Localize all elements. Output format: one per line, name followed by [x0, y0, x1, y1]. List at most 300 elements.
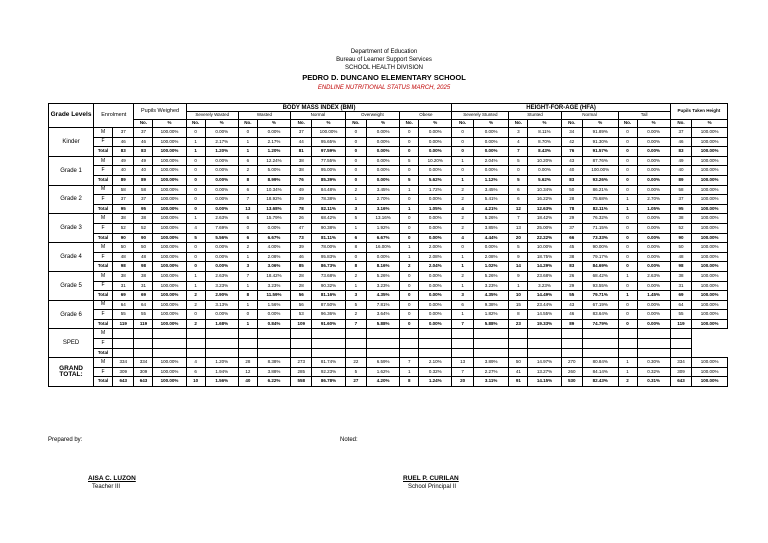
table-row [49, 281, 728, 291]
sex-label: Total [94, 291, 113, 301]
table-cell: 37 [113, 128, 134, 138]
table-row [49, 223, 728, 233]
table-cell: 1.20% [205, 358, 238, 368]
table-cell: 8.99% [257, 175, 290, 185]
table-cell: 81.16% [312, 291, 345, 301]
table-cell: 95.65% [312, 137, 345, 147]
table-cell: 0.00% [205, 310, 238, 320]
table-cell: 0.00% [205, 166, 238, 176]
table-cell: 3.13% [205, 300, 238, 310]
table-cell: 100.00% [153, 377, 186, 387]
table-cell: 7.69% [205, 223, 238, 233]
table-cell [509, 348, 528, 358]
table-cell: 0.00% [367, 175, 400, 185]
table-cell: 100.00% [692, 271, 728, 281]
table-cell: 83 [561, 262, 582, 272]
table-cell: 5.41% [473, 195, 509, 205]
table-row [49, 214, 728, 224]
table-cell: 0 [238, 223, 257, 233]
table-cell: 64 [670, 300, 691, 310]
table-cell: 89 [561, 319, 582, 329]
table-cell: 90 [113, 233, 134, 243]
table-cell: 1 [452, 252, 473, 262]
table-cell: 1.05% [419, 204, 452, 214]
table-cell: 2 [452, 223, 473, 233]
table-cell: 100.00% [692, 243, 728, 253]
table-cell: 3 [345, 291, 366, 301]
table-cell: 78 [291, 204, 312, 214]
table-cell: 95 [134, 204, 153, 214]
table-cell [312, 348, 345, 358]
table-cell: 100.00% [692, 128, 728, 138]
table-cell [528, 348, 561, 358]
table-cell: 1 [618, 367, 637, 377]
table-cell: 50 [561, 185, 582, 195]
table-cell: 85 [291, 262, 312, 272]
table-cell: 0 [400, 319, 419, 329]
severely-wasted-header: Severely Wasted [186, 112, 238, 120]
table-cell: 15 [509, 300, 528, 310]
table-cell: 49 [134, 156, 153, 166]
table-cell [670, 348, 691, 358]
table-cell: 100.00% [692, 223, 728, 233]
table-row [49, 319, 728, 329]
table-cell: 1 [618, 358, 637, 368]
table-cell: 100.00% [692, 147, 728, 157]
table-cell: 100.00% [692, 281, 728, 291]
table-cell: 1 [186, 214, 205, 224]
table-cell: 0 [618, 262, 637, 272]
table-cell: 2 [452, 271, 473, 281]
table-cell: 0 [345, 147, 366, 157]
table-cell [419, 348, 452, 358]
pct-subheader: % [205, 120, 238, 128]
table-cell: 309 [670, 367, 691, 377]
table-cell: 0.00% [205, 243, 238, 253]
table-cell: 0 [618, 137, 637, 147]
table-cell: 8.16% [367, 262, 400, 272]
table-cell [452, 348, 473, 358]
table-cell: 3.64% [367, 310, 400, 320]
table-cell: 4 [452, 233, 473, 243]
noted-label: Noted: [340, 437, 358, 443]
stunted-header: Stunted [509, 112, 561, 120]
table-cell: 2 [345, 271, 366, 281]
table-cell: 100.00% [153, 319, 186, 329]
table-cell: 0 [618, 128, 637, 138]
table-cell: 4 [452, 204, 473, 214]
table-cell: 0 [618, 319, 637, 329]
grade-level-label: Grade 3 [49, 214, 94, 243]
table-cell: 12 [509, 204, 528, 214]
table-cell [637, 348, 670, 358]
table-cell: 643 [134, 377, 153, 387]
table-cell: 10.34% [257, 185, 290, 195]
table-cell: 0.31% [637, 377, 670, 387]
table-cell: 0 [400, 128, 419, 138]
table-cell: 19.33% [528, 319, 561, 329]
sex-label: M [94, 185, 113, 195]
table-cell: 38 [134, 214, 153, 224]
grade-level-label: SPED [49, 329, 94, 358]
table-cell: 82.43% [582, 377, 618, 387]
table-cell: 5 [400, 175, 419, 185]
sex-label: Total [94, 204, 113, 214]
table-cell: 8 [400, 377, 419, 387]
table-cell: 0 [452, 137, 473, 147]
table-cell: 98 [113, 262, 134, 272]
table-cell: 1 [452, 310, 473, 320]
table-cell: 37 [134, 128, 153, 138]
table-cell: 1.12% [473, 175, 509, 185]
table-cell: 37 [291, 128, 312, 138]
table-cell: 69 [134, 291, 153, 301]
table-cell [561, 339, 582, 349]
table-cell: 0.00% [473, 243, 509, 253]
table-cell [528, 339, 561, 349]
table-cell: 1 [186, 137, 205, 147]
table-cell: 93.55% [582, 281, 618, 291]
table-row [49, 137, 728, 147]
table-cell: 0.00% [205, 252, 238, 262]
table-cell: 1 [400, 204, 419, 214]
table-cell: 0 [618, 300, 637, 310]
sex-label: M [94, 271, 113, 281]
table-cell: 37 [670, 128, 691, 138]
table-cell: 109 [291, 319, 312, 329]
table-cell: 2.90% [205, 291, 238, 301]
table-cell: 14.97% [528, 358, 561, 368]
table-cell: 8.38% [257, 358, 290, 368]
table-cell: 40 [113, 166, 134, 176]
table-cell: 270 [561, 358, 582, 368]
pupils-taken-height-header: Pupils Taken Height [670, 104, 727, 120]
table-cell: 100.00% [692, 137, 728, 147]
grade-level-label: Grade 1 [49, 156, 94, 185]
table-cell: 10.20% [419, 156, 452, 166]
table-cell: 0.00% [367, 252, 400, 262]
table-cell [452, 339, 473, 349]
table-row [49, 252, 728, 262]
table-cell: 3.16% [367, 204, 400, 214]
table-cell: 4.00% [257, 243, 290, 253]
table-row [49, 377, 728, 387]
table-cell: 46 [561, 310, 582, 320]
table-cell [134, 348, 153, 358]
table-cell [419, 339, 452, 349]
table-cell: 18.92% [257, 195, 290, 205]
table-cell: 4.44% [473, 233, 509, 243]
table-cell [452, 329, 473, 339]
table-cell: 1.56% [257, 300, 290, 310]
table-cell: 0 [452, 243, 473, 253]
table-cell: 12 [238, 367, 257, 377]
table-cell: 0.84% [257, 319, 290, 329]
table-cell: 83 [561, 175, 582, 185]
table-cell: 0.00% [205, 185, 238, 195]
table-cell: 14.49% [528, 291, 561, 301]
nutritional-status-table [48, 103, 728, 387]
table-cell: 98 [670, 262, 691, 272]
table-cell: 1 [400, 367, 419, 377]
table-cell: 6.59% [367, 358, 400, 368]
table-cell: 90 [670, 233, 691, 243]
table-cell: 28 [291, 281, 312, 291]
table-cell: 91.57% [582, 147, 618, 157]
sex-label: Total [94, 348, 113, 358]
no-subheader: No. [618, 120, 637, 128]
table-cell: 6.67% [257, 233, 290, 243]
table-cell [400, 339, 419, 349]
table-cell: 38 [670, 271, 691, 281]
table-cell: 0.00% [205, 195, 238, 205]
table-cell: 5 [345, 300, 366, 310]
table-cell: 48 [134, 252, 153, 262]
table-cell: 2.10% [419, 358, 452, 368]
table-cell: 13 [452, 358, 473, 368]
table-cell: 13 [509, 223, 528, 233]
table-cell: 6 [345, 233, 366, 243]
table-cell: 1 [238, 319, 257, 329]
table-cell: 0.00% [637, 156, 670, 166]
table-cell: 3.06% [257, 262, 290, 272]
table-cell: 0 [400, 223, 419, 233]
table-row [49, 147, 728, 157]
table-cell: 26 [291, 214, 312, 224]
table-cell: 56 [291, 291, 312, 301]
no-subheader: No. [509, 120, 528, 128]
table-cell: 83 [670, 147, 691, 157]
table-cell: 4 [186, 358, 205, 368]
table-cell [367, 339, 400, 349]
table-cell: 69 [113, 291, 134, 301]
table-cell: 10 [186, 377, 205, 387]
table-row [49, 156, 728, 166]
table-cell: 1.02% [473, 262, 509, 272]
table-row [49, 195, 728, 205]
table-cell: 38 [113, 214, 134, 224]
table-cell: 38 [291, 156, 312, 166]
table-cell: 3.23% [473, 281, 509, 291]
table-cell: 1.20% [257, 147, 290, 157]
table-cell: 76.32% [582, 214, 618, 224]
table-cell: 100.00% [692, 358, 728, 368]
grade-level-label: Grade 2 [49, 185, 94, 214]
table-cell [345, 348, 366, 358]
table-cell: 100.00% [692, 262, 728, 272]
table-cell: 90 [134, 233, 153, 243]
table-cell: 100.00% [153, 147, 186, 157]
table-cell [238, 329, 257, 339]
table-cell: 83 [134, 147, 153, 157]
hfa-header: HEIGHT-FOR-AGE (HFA) [452, 104, 670, 112]
table-cell: 58 [134, 185, 153, 195]
table-cell: 64 [113, 300, 134, 310]
table-cell: 0.00% [419, 271, 452, 281]
table-cell [186, 348, 205, 358]
school-name: PEDRO D. DUNCANO ELEMENTARY SCHOOL [302, 73, 466, 82]
table-cell: 100.00% [153, 281, 186, 291]
table-cell: 55 [561, 291, 582, 301]
table-cell: 100.00% [153, 214, 186, 224]
table-cell: 27 [345, 377, 366, 387]
wasted-header: Wasted [238, 112, 290, 120]
table-cell [312, 339, 345, 349]
table-row [49, 233, 728, 243]
pct-subheader: % [419, 120, 452, 128]
table-cell: 20 [509, 233, 528, 243]
table-cell: 1 [186, 271, 205, 281]
table-cell: 23 [509, 319, 528, 329]
table-cell: 5 [509, 156, 528, 166]
table-cell: 0 [186, 185, 205, 195]
no-subheader: No. [134, 120, 153, 128]
table-cell: 73.33% [582, 233, 618, 243]
table-cell: 0.00% [637, 128, 670, 138]
table-cell [312, 329, 345, 339]
sex-label: F [94, 367, 113, 377]
table-cell: 3.23% [257, 281, 290, 291]
table-cell: 68.42% [312, 214, 345, 224]
table-cell: 6 [238, 185, 257, 195]
sex-label: Total [94, 262, 113, 272]
table-cell: 0.00% [257, 128, 290, 138]
table-cell: 37 [561, 223, 582, 233]
table-cell: 86.21% [582, 185, 618, 195]
table-cell: 44 [291, 137, 312, 147]
table-cell: 37 [670, 195, 691, 205]
table-row [49, 339, 728, 349]
table-cell: 2 [452, 195, 473, 205]
table-cell: 0.00% [367, 147, 400, 157]
table-cell: 0 [186, 310, 205, 320]
table-cell: 66 [561, 233, 582, 243]
table-cell: 3 [238, 262, 257, 272]
table-cell: 73 [291, 233, 312, 243]
table-cell: 0.32% [419, 367, 452, 377]
table-cell: 84.48% [312, 185, 345, 195]
table-cell [153, 329, 186, 339]
table-cell: 81.11% [312, 233, 345, 243]
table-cell: 0 [186, 252, 205, 262]
table-cell: 0 [400, 147, 419, 157]
table-cell [257, 329, 290, 339]
pct-subheader: % [312, 120, 345, 128]
table-cell: 95 [670, 204, 691, 214]
table-cell: 0.00% [205, 175, 238, 185]
table-cell: 0.00% [528, 166, 561, 176]
table-cell: 8 [238, 175, 257, 185]
table-cell: 0.00% [473, 128, 509, 138]
table-cell: 100.00% [692, 156, 728, 166]
table-cell: 50 [134, 243, 153, 253]
table-cell: 71.15% [582, 223, 618, 233]
table-cell: 91.60% [312, 319, 345, 329]
table-cell: 7 [452, 367, 473, 377]
table-cell: 2 [452, 214, 473, 224]
table-cell: 39 [291, 243, 312, 253]
table-cell: 6 [238, 156, 257, 166]
table-cell [186, 339, 205, 349]
table-cell: 83 [113, 147, 134, 157]
table-cell: 100.00% [312, 128, 345, 138]
table-cell: 55 [113, 310, 134, 320]
table-cell: 0.00% [637, 319, 670, 329]
table-cell: 40 [134, 166, 153, 176]
table-cell [473, 348, 509, 358]
table-cell: 38 [134, 271, 153, 281]
table-cell: 42 [561, 137, 582, 147]
table-cell [186, 329, 205, 339]
table-cell: 2.08% [473, 252, 509, 262]
table-cell: 0 [400, 310, 419, 320]
table-cell: 8.11% [528, 128, 561, 138]
table-cell: 0.00% [637, 252, 670, 262]
table-cell: 100.00% [692, 252, 728, 262]
enrolment-header: Enrolment [94, 104, 134, 128]
table-cell: 0.00% [205, 128, 238, 138]
table-cell: 1 [238, 300, 257, 310]
table-cell: 5.56% [205, 233, 238, 243]
table-cell [291, 339, 312, 349]
pupils-weighed-header: Pupils Weighed [134, 104, 186, 120]
table-cell: 0.00% [419, 310, 452, 320]
sex-label: Total [94, 377, 113, 387]
table-cell: 100.00% [153, 166, 186, 176]
table-cell: 8 [345, 243, 366, 253]
table-cell: 334 [670, 358, 691, 368]
report-status: ENDLINE NUTRITIONAL STATUS MARCH, 2025 [317, 85, 451, 91]
table-cell: 95.00% [312, 166, 345, 176]
table-cell: 22 [345, 358, 366, 368]
table-cell: 1.24% [419, 377, 452, 387]
table-cell: 0 [618, 252, 637, 262]
table-cell: 0 [345, 156, 366, 166]
table-cell: 84.14% [582, 367, 618, 377]
table-cell: 3.88% [257, 367, 290, 377]
table-cell: 29 [291, 195, 312, 205]
table-cell: 1.05% [637, 204, 670, 214]
sex-label: Total [94, 147, 113, 157]
table-cell: 0 [618, 147, 637, 157]
sex-label: M [94, 300, 113, 310]
table-cell: 100.00% [153, 233, 186, 243]
table-cell: 100.00% [692, 185, 728, 195]
table-cell: 11.59% [257, 291, 290, 301]
table-cell [400, 329, 419, 339]
table-cell: 7 [400, 358, 419, 368]
sex-label: Total [94, 175, 113, 185]
table-cell: 4.20% [367, 377, 400, 387]
table-cell: 0.00% [419, 319, 452, 329]
table-cell: 9.38% [473, 300, 509, 310]
table-cell: 31 [670, 281, 691, 291]
table-cell: 18.42% [528, 214, 561, 224]
pct-subheader: % [153, 120, 186, 128]
table-cell: 3 [509, 128, 528, 138]
table-cell: 5.00% [257, 166, 290, 176]
table-cell: 2.70% [367, 195, 400, 205]
table-cell [419, 329, 452, 339]
table-cell: 6.67% [367, 233, 400, 243]
table-cell: 38 [561, 252, 582, 262]
table-cell: 0.00% [367, 137, 400, 147]
table-cell [367, 329, 400, 339]
table-cell: 0 [509, 166, 528, 176]
table-cell: 37 [134, 195, 153, 205]
table-cell: 18.42% [257, 271, 290, 281]
obese-header: Obese [400, 112, 452, 120]
